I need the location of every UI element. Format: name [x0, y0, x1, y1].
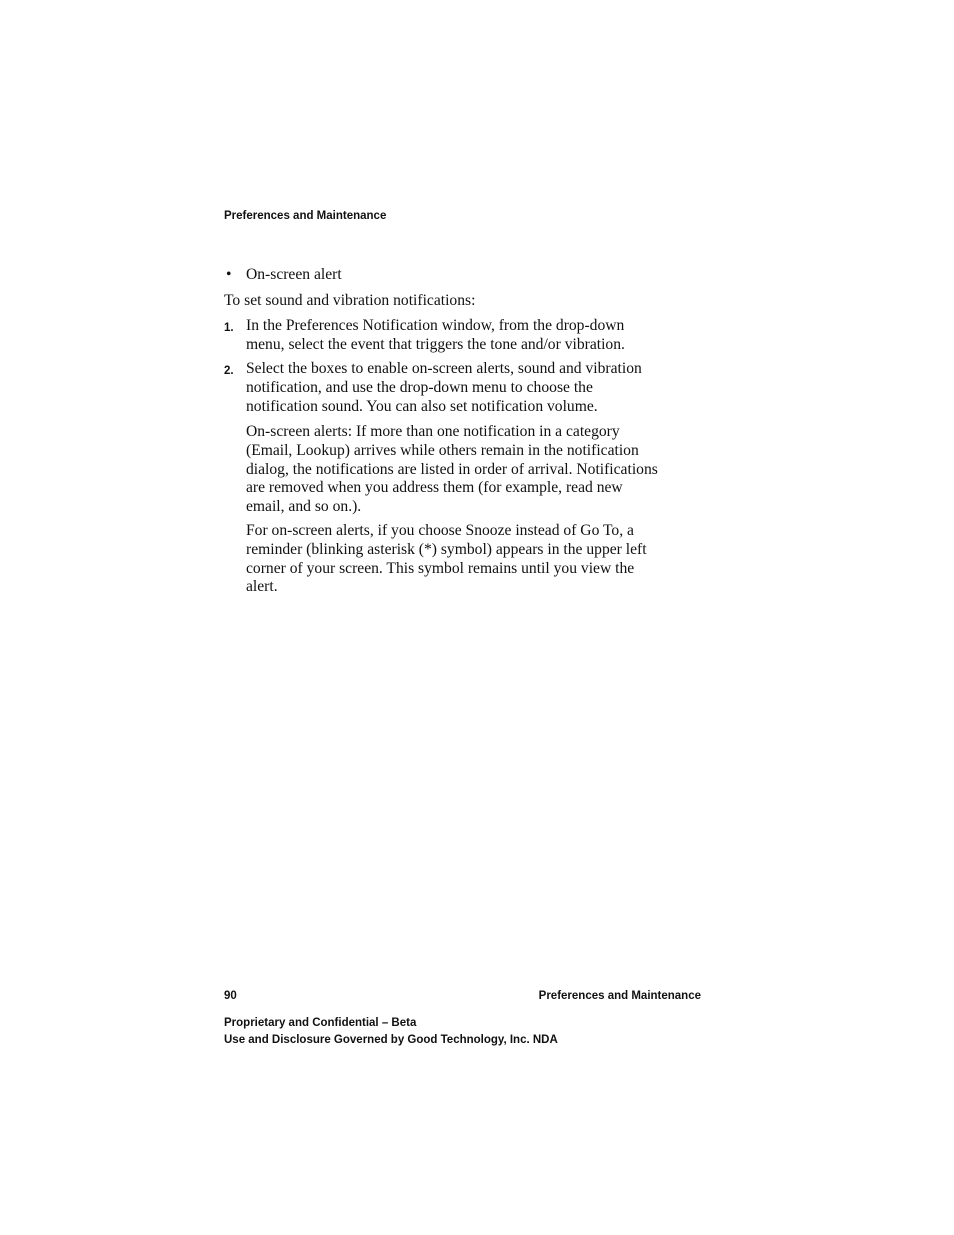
- nda-line: Use and Disclosure Governed by Good Technology, Inc. NDA: [224, 1033, 558, 1046]
- text-line: (Email, Lookup) arrives while others remain in the notification: [246, 441, 639, 459]
- text-line: For on-screen alerts, if you choose Snooze instead of Go To, a: [246, 522, 634, 539]
- confidential-line: Proprietary and Confidential – Beta: [224, 1017, 417, 1029]
- text-line: menu, select the event that triggers the tone and/or vibration.: [246, 335, 625, 353]
- text-line: are removed when you address them (for example, read new: [246, 479, 623, 497]
- bullet-glyph: •: [226, 266, 232, 283]
- confidentiality-notice: [224, 1015, 558, 1048]
- text-line: corner of your screen. This symbol remains until you view the: [246, 559, 635, 577]
- paragraph-text: [246, 522, 647, 597]
- text-line: notification sound. You can also set notification volume.: [246, 397, 598, 415]
- text-line: reminder (blinking asterisk (*) symbol) appears in the upper left: [246, 540, 647, 558]
- paragraph-text: [246, 423, 658, 517]
- text-line: In the Preferences Notification window, from the drop-down: [246, 317, 625, 334]
- text-line: dialog, the notifications are listed in order of arrival. Notifications: [246, 460, 658, 478]
- intro-sentence: To set sound and vibration notifications:: [224, 292, 476, 309]
- page-number: 90: [224, 990, 237, 1002]
- step-number: 1.: [224, 322, 234, 334]
- text-line: alert.: [246, 578, 278, 596]
- running-header: Preferences and Maintenance: [224, 210, 387, 222]
- text-line: email, and so on.).: [246, 498, 362, 516]
- step-text: [246, 317, 625, 355]
- footer-section-title: Preferences and Maintenance: [538, 990, 701, 1002]
- step-number: 2.: [224, 365, 234, 377]
- step-text: [246, 360, 642, 416]
- bullet-text: On-screen alert: [246, 266, 342, 283]
- text-line: notification, and use the drop-down menu to choose the: [246, 378, 593, 396]
- text-line: On-screen alerts: If more than one notification in a category: [246, 423, 620, 440]
- text-line: Select the boxes to enable on-screen alerts, sound and vibration: [246, 360, 642, 377]
